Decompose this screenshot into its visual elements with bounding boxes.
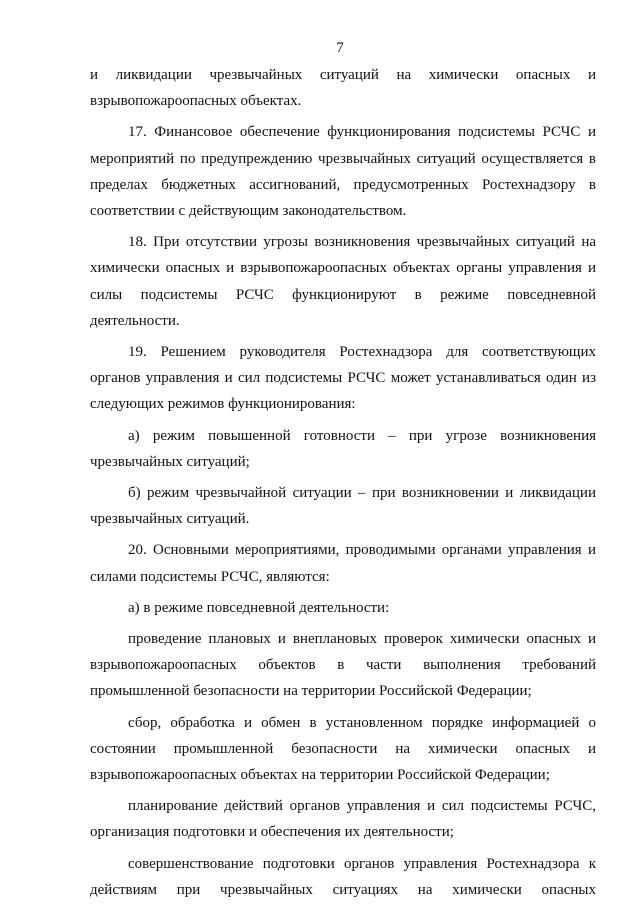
paragraph-17: 17. Финансовое обеспечение функционирования подсистемы РСЧС и мероприятий по предупреждению чрезвычайных ситуаций осуществляется в пределах бюджетных ассигнований, предусмотренных Ростехнадзору в соответствии с действующим законодательством. <box>90 124 596 220</box>
paragraph-20-a: а) в режиме повседневной деятельности: <box>128 599 390 616</box>
paragraph-continuation: и ликвидации чрезвычайных ситуаций на химически опасных и взрывопожароопасных объектах. <box>90 67 596 110</box>
paragraph-20: 20. Основными мероприятиями, проводимыми органами управления и силами подсистемы РСЧС, являются: <box>90 542 596 585</box>
paragraph-20-a-item-1: проведение плановых и внеплановых проверок химически опасных и взрывопожароопасных объектов в части выполнения требований промышленной безопасности на территории Российской Федерации; <box>90 631 596 700</box>
paragraph-20-a-item-2: сбор, обработка и обмен в установленном порядке информацией о состоянии промышленной безопасности на химически опасных и взрывопожароопасных объектах на территории Российской Федерации; <box>90 714 596 784</box>
paragraph-19: 19. Решением руководителя Ростехнадзора для соответствующих органов управления и сил подсистемы РСЧС может устанавливаться один из следующих режимов функционирования: <box>90 344 596 413</box>
document-body <box>90 62 596 903</box>
paragraph-20-a-item-4: совершенствование подготовки органов управления Ростехнадзора к действиям при чрезвычайных ситуациях на химически опасных <box>90 855 596 898</box>
paragraph-18: 18. При отсутствии угрозы возникновения чрезвычайных ситуаций на химически опасных и взрывопожароопасных объектах органы управления и силы подсистемы РСЧС функционируют в режиме повседневной деятельности. <box>90 234 596 329</box>
paragraph-19-b: б) режим чрезвычайной ситуации – при возникновении и ликвидации чрезвычайных ситуаций. <box>90 485 596 528</box>
paragraph-19-a: а) режим повышенной готовности – при угрозе возникновения чрезвычайных ситуаций; <box>90 427 596 470</box>
page-number: 7 <box>336 40 344 56</box>
paragraph-20-a-item-3: планирование действий органов управления и сил подсистемы РСЧС, организация подготовки и обеспечения их деятельности; <box>90 798 596 841</box>
